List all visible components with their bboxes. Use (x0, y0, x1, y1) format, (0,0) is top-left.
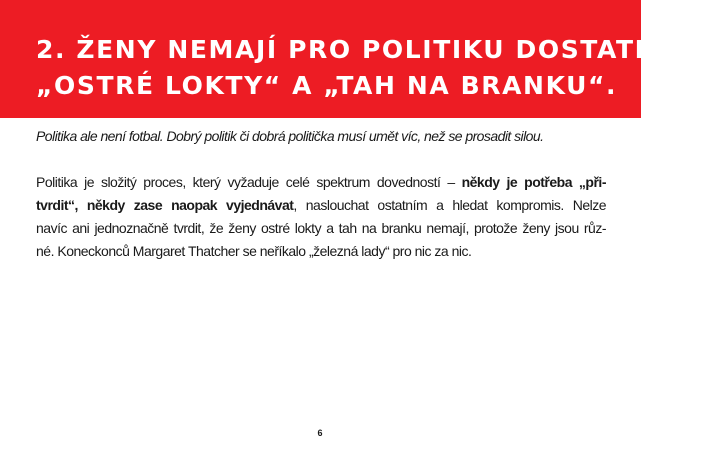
section-title-line-2: „OSTRÉ LOKTY“ A „TAH NA BRANKU“. (36, 71, 618, 100)
body-line-2-text: , naslouchat ostatním a hledat kompromis. Nelze (293, 197, 607, 213)
body-line-1-emphasis: někdy je potřeba „při- (461, 174, 606, 190)
section-title-line-1: 2. ŽENY NEMAJÍ PRO POLITIKU DOSTATEČNĚ (36, 35, 715, 64)
lead-paragraph: Politika ale není fotbal. Dobrý politik či dobrá politička musí umět víc, než se prosadit silou. (36, 128, 544, 144)
body-line-1-text: Politika je složitý proces, který vyžaduje celé spektrum dovedností – (36, 174, 462, 190)
body-line-4: né. Koneckonců Margaret Thatcher se neříkalo „železná lady“ pro nic za nic. (36, 243, 472, 259)
body-line-2-emphasis: tvrdit“, někdy zase naopak vyjednávat (36, 197, 294, 213)
section-header (0, 0, 715, 118)
section-title (36, 32, 715, 104)
body-line-3: navíc ani jednoznačně tvrdit, že ženy ostré lokty a tah na branku nemají, protože ženy jsou růz- (36, 220, 606, 236)
body-line-1 (36, 171, 606, 194)
page-number: 6 (317, 428, 323, 438)
body-line-2 (36, 194, 606, 217)
body-paragraph (36, 171, 606, 263)
